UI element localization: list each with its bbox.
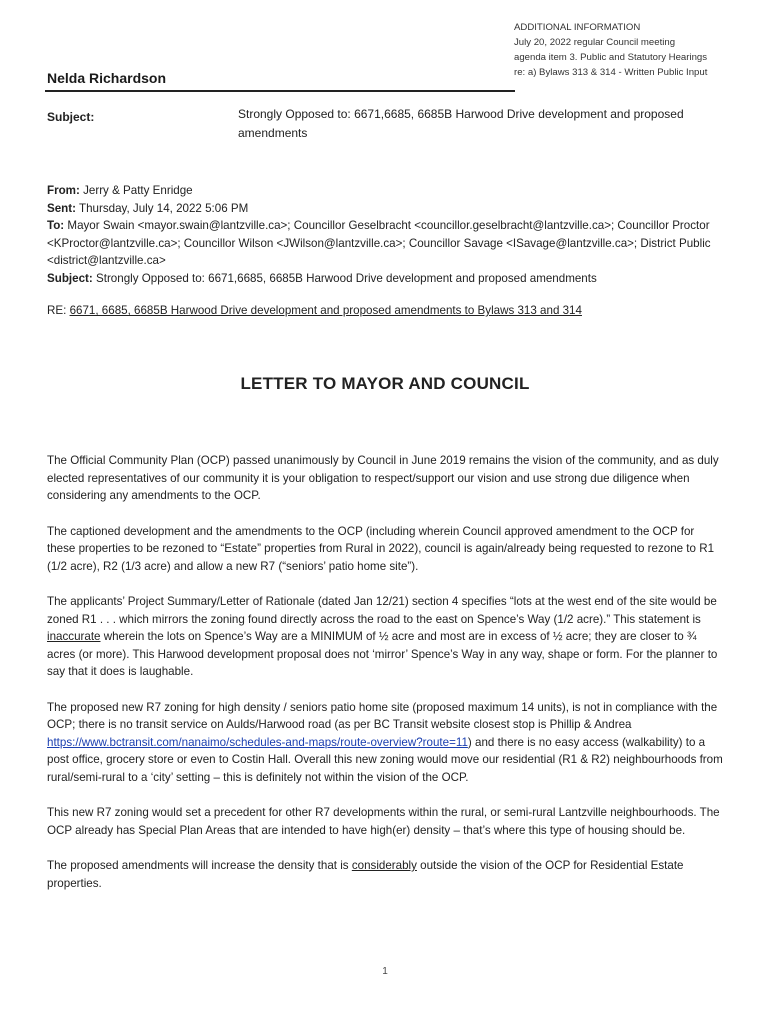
to-line <box>47 217 747 270</box>
p6-underlined: considerably <box>351 859 417 872</box>
stamp-agenda-item: agenda item 3. Public and Statutory Hearings <box>514 52 708 63</box>
stamp-meeting-date: July 20, 2022 regular Council meeting <box>514 37 676 48</box>
p6-text-b: outside the vision of the OCP for Residential Estate properties. <box>47 859 684 890</box>
header-divider <box>45 90 515 92</box>
re-prefix: RE: <box>47 304 67 317</box>
from-value: Jerry & Patty Enridge <box>83 184 193 197</box>
paragraph-applicant-rationale <box>47 593 723 681</box>
sent-value: Thursday, July 14, 2022 5:06 PM <box>79 201 249 215</box>
paragraph-ocp-vision: The Official Community Plan (OCP) passed unanimously by Council in June 2019 remains the vision of the community, and as duly elected representatives of our community it is your obligation to respect/support our vision and use strong due diligence when considering any amendments to the OCP. <box>47 454 719 502</box>
from-label: From: <box>47 184 80 197</box>
letter-heading: LETTER TO MAYOR AND COUNCIL <box>240 374 530 393</box>
stamp-bylaw-reference: re: a) Bylaws 313 & 314 - Written Public Input <box>514 67 708 78</box>
additional-information-stamp <box>514 20 770 80</box>
subject-value: Strongly Opposed to: 6671,6685, 6685B Harwood Drive development and proposed amendments <box>238 107 684 140</box>
sent-line <box>47 200 747 218</box>
re-line <box>47 304 747 317</box>
p6-text-a: The proposed amendments will increase the density that is <box>47 859 352 872</box>
paragraph-density <box>47 857 723 892</box>
subject-line <box>47 270 747 288</box>
paragraph-rezoning-request: The captioned development and the amendments to the OCP (including wherein Council approved amendment to the OCP for these properties to be rezoned to “Estate” properties from Rural in 2022), council is again/already being requested to rezone to R1 (1/2 acre), R2 (1/3 acre) and allow a new R7 (“seniors’ patio home site”). <box>47 524 715 573</box>
p3-text-b: wherein the lots on Spence’s Way are a MINIMUM of ½ acre and most are in excess of ½ acre; they are closer to ¾ acres (or more). This Harwood development proposal does not ‘mirror’ Spence’s Way in any way, shape or form. For the planner to say that it does is laughable. <box>47 630 718 678</box>
email-subject-value: Strongly Opposed to: 6671,6685, 6685B Harwood Drive development and proposed amendments <box>95 271 597 285</box>
letter-body <box>47 452 723 910</box>
paragraph-r7-zoning <box>47 699 723 787</box>
stamp-title: ADDITIONAL INFORMATION <box>514 22 641 33</box>
p3-underlined: inaccurate <box>47 630 101 643</box>
p3-text-a: The applicants’ Project Summary/Letter of Rationale (dated Jan 12/21) section 4 specifies “lots at the west end of the site would be zoned R1 . . . which mirrors the zoning found directly across the road to the east on Spence’s Way (1/2 acre).” This statement is <box>47 595 717 626</box>
paragraph-precedent: This new R7 zoning would set a precedent for other R7 developments within the rural, or semi-rural Lantzville neighbourhoods. The OCP already has Special Plan Areas that are intended to have high(er) density – that’s where this type of housing should be. <box>47 806 720 837</box>
to-label: To: <box>47 219 65 232</box>
email-headers <box>47 182 747 287</box>
re-text: 6671, 6685, 6685B Harwood Drive development and proposed amendments to Bylaws 313 and 314 <box>69 304 582 317</box>
sent-label: Sent: <box>47 201 76 215</box>
sender-name: Nelda Richardson <box>47 70 167 86</box>
bctransit-link[interactable]: https://www.bctransit.com/nanaimo/schedules-and-maps/route-overview?route=11 <box>47 735 468 749</box>
page-number: 1 <box>382 966 388 977</box>
email-subject-label: Subject: <box>47 271 93 285</box>
p4-text-a: The proposed new R7 zoning for high density / seniors patio home site (proposed maximum 14 units), is not in compliance with the OCP; there is no transit service on Aulds/Harwood road (as per BC Transit website closest stop is Phillip & Andrea <box>47 700 718 731</box>
p4-text-b: ) and there is no easy access (walkability) to a post office, grocery store or even to Costin Hall. Overall this new zoning would move our residential (R1 & R2) neighbourhoods from rural/semi-rural to a ‘city’ setting – this is definitely not within the vision of the OCP. <box>47 735 723 784</box>
to-value: Mayor Swain <mayor.swain@lantzville.ca>; Councillor Geselbracht <councillor.geselbracht@lantzville.ca>; Councillor Proctor <KProctor@lantzville.ca>; Councillor Wilson <JWilson@lantzville.ca>; Councillor Savage <ISavage@lantzville.ca>; District Public <district@lantzville.ca> <box>47 219 711 267</box>
from-line <box>47 182 747 200</box>
subject-label: Subject: <box>47 110 95 124</box>
